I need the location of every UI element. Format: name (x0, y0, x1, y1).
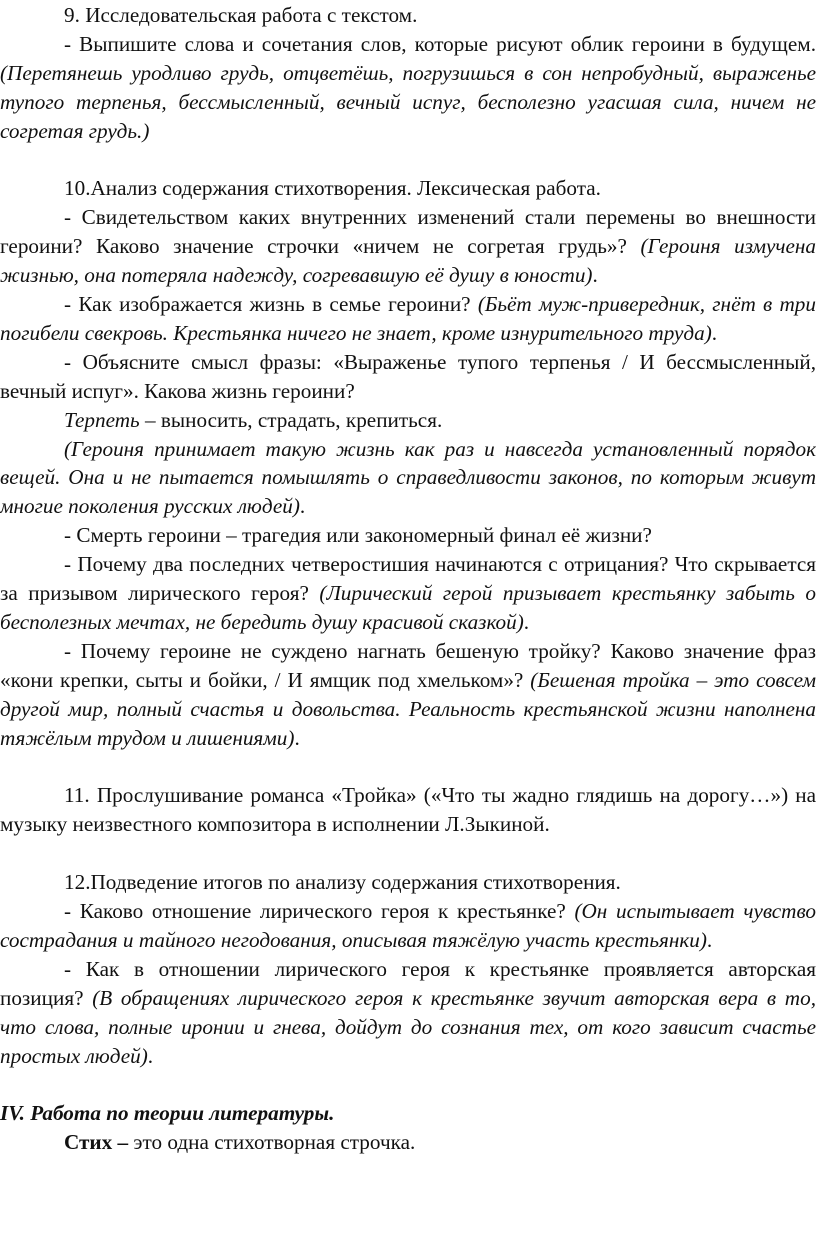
section-12-heading: 12.Подведение итогов по анализу содержания стихотворения. (64, 870, 621, 895)
punctuation: . (147, 1043, 154, 1068)
question-text: - Почему героине не суждено нагнать бешеную тройку? Каково значение фраз «кони крепки, сыты и бойки, / И ямщик под хмельком»? (0, 638, 816, 692)
section-iv-heading (0, 1099, 816, 1128)
section-10-answer-3 (0, 435, 816, 522)
section-10-question-5 (0, 550, 816, 637)
question-text: - Как в отношении лирического героя к крестьянке проявляется авторская позиция? (0, 956, 816, 1010)
section-11-text: 11. Прослушивание романса «Тройка» («Что ты жадно глядишь на дорогу…») на музыку неизвестного композитора в исполнении Л.Зыкиной. (0, 783, 816, 837)
punctuation: . (706, 927, 713, 952)
section-10-question-1 (0, 203, 816, 290)
punctuation: . (711, 320, 718, 345)
section-10-question-2 (0, 290, 816, 348)
answer-text: (Героиня измучена жизнью, она потеряла надежду, согревавшую её душу в юности) (0, 234, 816, 288)
section-iv-heading-text: IV. Работа по теории литературы. (0, 1101, 335, 1126)
answer-text: (Перетянешь уродливо грудь, отцветёшь, погрузишься в сон непробудный, выраженье тупого терпенья, бессмысленный, вечный испуг, бесполезно угасшая сила, ничем не согретая грудь.) (0, 60, 816, 143)
term-definition-terpet (0, 406, 816, 435)
question-text: - Свидетельством каких внутренних изменений стали перемены во внешности героини? Каково значение строчки «ничем не согретая грудь»? (0, 205, 816, 259)
answer-text: (В обращениях лирического героя к крестьянке звучит авторская вера в то, что слова, полные иронии и гнева, дойдут до сознания тех, от кого зависит счастье простых людей) (0, 985, 816, 1068)
term-word: Стих – (64, 1130, 129, 1155)
answer-text: (Он испытывает чувство сострадания и тайного негодования, описывая тяжёлую участь крестьянки) (0, 899, 816, 952)
answer-text: (Лирический герой призывает крестьянку забыть о бесполезных мечтах, не бередить душу красивой сказкой) (0, 581, 816, 635)
term-def: – выносить, страдать, крепиться. (139, 407, 443, 432)
question-text: - Каково отношение лирического героя к крестьянке? (64, 899, 575, 924)
answer-text: (Бьёт муж-привередник, гнёт в три погибели свекровь. Крестьянка ничего не знает, кроме изнурительного труда) (0, 292, 816, 345)
section-10-question-3: - Объясните смысл фразы: «Выраженье тупого терпенья / И бессмысленный, вечный испуг». Какова жизнь героини? (0, 349, 816, 403)
question-text: - Почему два последних четверостишия начинаются с отрицания? Что скрывается за призывом лирического героя? (0, 552, 816, 606)
punctuation: . (523, 610, 530, 635)
answer-text: (Бешеная тройка – это совсем другой мир, полный счастья и довольства. Реальность крестьянской жизни наполнена тяжёлым трудом и лишениями) (0, 667, 816, 750)
term-def: это одна стихотворная строчка. (128, 1130, 416, 1155)
section-12-question-1 (0, 897, 816, 955)
section-10-heading: 10.Анализ содержания стихотворения. Лексическая работа. (64, 176, 601, 201)
term-word: Терпеть (64, 407, 140, 432)
term-definition-stikh (0, 1128, 816, 1157)
answer-text: (Героиня принимает такую жизнь как раз и навсегда установленный порядок вещей. Она и не пытается помышлять о справедливости законов, по которым живут многие поколения русских людей) (0, 436, 816, 519)
section-9-question-1 (0, 30, 816, 146)
section-10-question-6 (0, 637, 816, 753)
question-text: - Как изображается жизнь в семье героини? (64, 292, 478, 317)
section-9-heading: 9. Исследовательская работа с текстом. (64, 3, 418, 27)
section-10-question-4: - Смерть героини – трагедия или закономерный финал её жизни? (64, 523, 652, 548)
question-text: - Выпишите слова и сочетания слов, которые рисуют облик героини в будущем. (64, 31, 816, 56)
punctuation: . (294, 725, 300, 750)
section-12-question-2 (0, 955, 816, 1071)
punctuation: . (592, 263, 598, 288)
punctuation: . (299, 494, 306, 519)
